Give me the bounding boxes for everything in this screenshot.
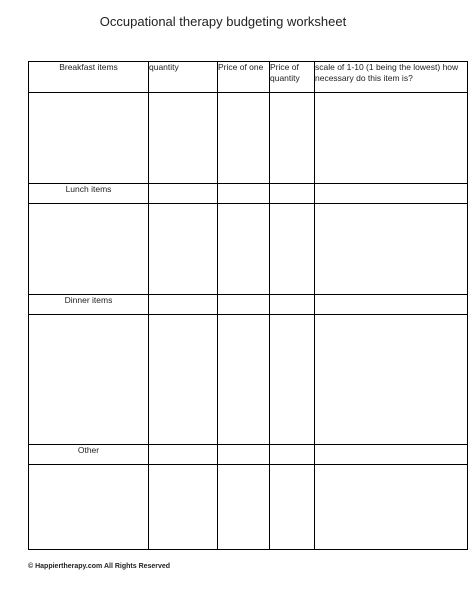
breakfast-price-quantity-cell[interactable] [270,93,315,184]
other-header-row [29,445,468,465]
dinner-header-cell [315,295,468,315]
dinner-price-quantity-cell[interactable] [270,315,315,445]
breakfast-scale-cell[interactable] [315,93,468,184]
other-entry-row [29,465,468,550]
lunch-quantity-cell[interactable] [149,204,218,295]
other-header-cell [149,445,218,465]
other-header-cell [270,445,315,465]
worksheet-title: Occupational therapy budgeting worksheet [99,14,347,29]
dinner-header-cell [149,295,218,315]
lunch-item-cell[interactable] [29,204,149,295]
lunch-header-cell [270,184,315,204]
lunch-header-cell [315,184,468,204]
dinner-scale-cell[interactable] [315,315,468,445]
other-items-label: Other [29,445,149,465]
header-price-of-quantity: Price of quantity [270,62,315,93]
other-price-quantity-cell[interactable] [270,465,315,550]
lunch-price-quantity-cell[interactable] [270,204,315,295]
other-scale-cell[interactable] [315,465,468,550]
header-breakfast-items: Breakfast items [29,62,149,93]
dinner-price-one-cell[interactable] [218,315,270,445]
lunch-header-cell [218,184,270,204]
dinner-item-cell[interactable] [29,315,149,445]
lunch-header-row [29,184,468,204]
dinner-header-cell [270,295,315,315]
other-header-cell [218,445,270,465]
copyright-footer: © Happiertherapy.com All Rights Reserved [28,563,171,570]
breakfast-price-one-cell[interactable] [218,93,270,184]
lunch-scale-cell[interactable] [315,204,468,295]
other-header-cell [315,445,468,465]
lunch-price-one-cell[interactable] [218,204,270,295]
other-item-cell[interactable] [29,465,149,550]
other-quantity-cell[interactable] [149,465,218,550]
dinner-header-cell [218,295,270,315]
header-price-of-one: Price of one [218,62,270,93]
lunch-entry-row [29,204,468,295]
lunch-header-cell [149,184,218,204]
header-necessity-scale: scale of 1-10 (1 being the lowest) how necessary do this item is? [315,62,468,93]
other-price-one-cell[interactable] [218,465,270,550]
breakfast-item-cell[interactable] [29,93,149,184]
dinner-quantity-cell[interactable] [149,315,218,445]
dinner-header-row [29,295,468,315]
dinner-entry-row [29,315,468,445]
header-quantity: quantity [149,62,218,93]
header-row [29,62,468,93]
breakfast-entry-row [29,93,468,184]
lunch-items-label: Lunch items [29,184,149,204]
breakfast-quantity-cell[interactable] [149,93,218,184]
dinner-items-label: Dinner items [29,295,149,315]
budget-table [28,61,468,550]
